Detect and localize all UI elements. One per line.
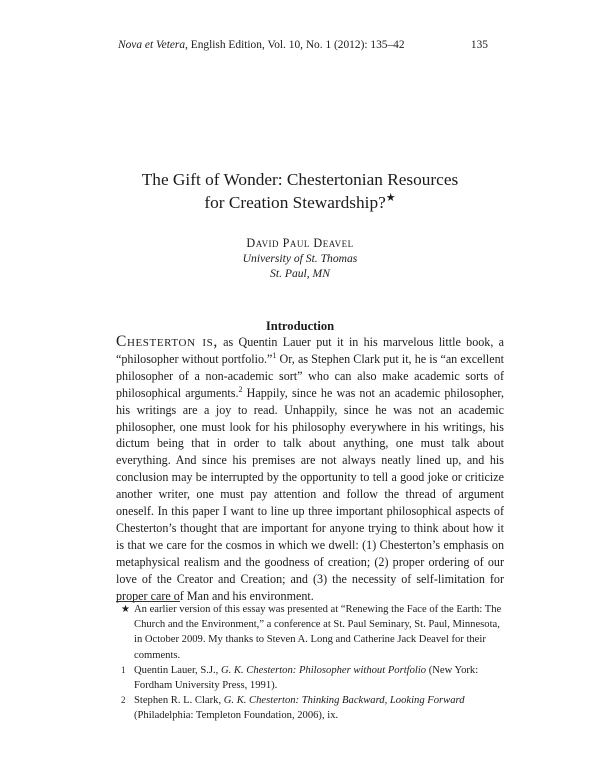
article-title <box>0 168 600 214</box>
footnote-2-mark: 2 <box>121 695 126 706</box>
body-text-segment-3: Happily, since he was not an academic philosopher, his writings are a joy to read. Unhappily, since he was not an academic philosopher, one must look for his philosophy everywhere in his writings, his dictum being that in order to talk about anything, one must talk about everything. And since his premises are not always neatly lined up, and his conclusion may be interrupted by the opportunity to tell a good joke or criticize another writer, one must pay attention and follow the thread of argument oneself. In this paper I want to line up three important philosophical aspects of Chesterton’s thought that are important for anyone trying to think about how it is that we care for the cosmos in which we dwell: (1) Chesterton’s emphasis on metaphysical realism and the goodness of creation; (2) proper ordering of our love of the Creator and Creation; and (3) the necessity of self-limitation for proper care of Man and his environment. <box>116 385 504 603</box>
section-heading: Introduction <box>265 319 335 333</box>
footnote-2-pre: Stephen R. L. Clark, <box>134 695 224 707</box>
page-number: 135 <box>470 39 488 51</box>
body-paragraph <box>116 334 504 605</box>
footnote-1-book-title: G. K. Chesterton: Philosopher without Portfolio <box>220 664 427 676</box>
title-line-2: for Creation Stewardship? <box>204 193 386 212</box>
footnote-1-mark: 1 <box>121 664 126 675</box>
running-head <box>118 38 488 52</box>
journal-citation: , English Edition, Vol. 10, No. 1 (2012): 135–42 <box>185 39 405 51</box>
footnote-star <box>116 602 504 663</box>
footnote-2 <box>116 693 504 723</box>
footnote-1-pre: Quentin Lauer, S.J., <box>134 664 221 676</box>
title-line-1: The Gift of Wonder: Chestertonian Resources <box>141 170 459 189</box>
author-name: David Paul Deavel <box>246 236 354 250</box>
footnote-2-book-title: G. K. Chesterton: Thinking Backward, Looking Forward <box>223 695 465 707</box>
footnote-1-post: (New York: Fordham University Press, 1991). <box>134 664 479 692</box>
footnote-2-post: (Philadelphia: Templeton Foundation, 2006), ix. <box>134 710 339 722</box>
footnote-star-mark: ★ <box>121 604 130 615</box>
lead-in-text: Chesterton is, <box>116 333 218 350</box>
footnote-1 <box>116 663 504 693</box>
footnote-ref-1[interactable]: 1 <box>272 350 277 360</box>
title-footnote-mark[interactable]: ★ <box>385 192 396 204</box>
footnotes <box>116 602 504 724</box>
footnote-ref-2[interactable]: 2 <box>238 384 243 394</box>
author-affiliation: University of St. Thomas <box>242 252 358 265</box>
footnote-star-text: An earlier version of this essay was presented at “Renewing the Face of the Earth: The Church and the Environment,” a conference at St. Paul Seminary, St. Paul, Minnesota, in October 2009. My thanks to Steven A. Long and Catherine Jack Deavel for their comments. <box>134 604 502 661</box>
journal-name: Nova et Vetera <box>118 39 186 51</box>
body-text-segment-2: Or, as Stephen Clark put it, he is “an excellent philosopher of a non-academic sort” who can also make academic sorts of philosophical arguments. <box>116 351 505 400</box>
author-location: St. Paul, MN <box>270 267 330 280</box>
body-text-segment-1: as Quentin Lauer put it in his marvelous little book, a “philosopher without portfolio.” <box>116 335 505 366</box>
